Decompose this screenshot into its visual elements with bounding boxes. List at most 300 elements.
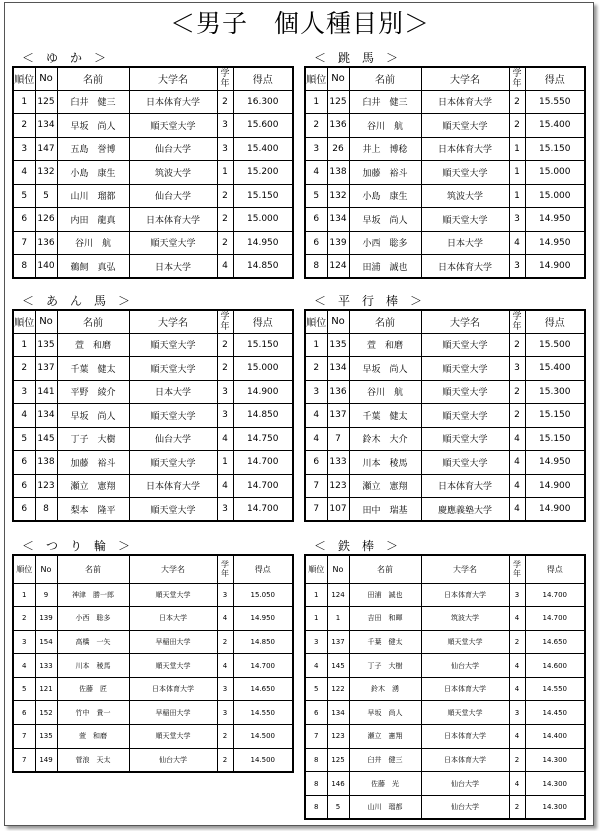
cell-number: 134 [327, 357, 349, 381]
cell-university: 仙台大学 [421, 654, 509, 678]
cell-score: 14.950 [525, 451, 585, 475]
results-table [12, 66, 294, 279]
cell-university: 順天堂大学 [129, 231, 217, 255]
header-year-top: 学 [512, 68, 522, 79]
cell-university: 順天堂大学 [421, 451, 509, 475]
cell-year: 3 [509, 357, 525, 381]
cell-name: 川本 稜馬 [349, 451, 421, 475]
cell-rank: 4 [305, 404, 327, 428]
header-row [13, 310, 293, 333]
cell-year: 1 [217, 451, 233, 475]
cell-university: 日本体育大学 [129, 677, 217, 701]
cell-university: 日本体育大学 [421, 677, 509, 701]
cell-rank: 3 [305, 380, 327, 404]
header-number: No [327, 67, 349, 90]
table-row [13, 654, 293, 678]
cell-score: 15.600 [233, 114, 293, 138]
cell-score: 15.000 [525, 184, 585, 208]
cell-university: 日本体育大学 [421, 90, 509, 114]
cell-year: 2 [217, 90, 233, 114]
cell-name: 臼井 健三 [349, 748, 421, 772]
cell-rank: 3 [13, 137, 35, 161]
table-row [305, 654, 585, 678]
cell-name: 鵜飼 真弘 [57, 255, 129, 279]
cell-university: 仙台大学 [129, 184, 217, 208]
table-row [305, 725, 585, 749]
cell-year: 2 [509, 630, 525, 654]
cell-score: 14.700 [233, 654, 293, 678]
table-row [305, 427, 585, 451]
cell-number: 125 [327, 90, 349, 114]
table-row [305, 630, 585, 654]
cell-score: 14.700 [233, 451, 293, 475]
cell-rank: 7 [13, 725, 35, 749]
cell-year: 4 [509, 474, 525, 498]
header-name: 名前 [57, 67, 129, 90]
cell-year: 3 [509, 208, 525, 232]
cell-name: 井上 博稔 [349, 137, 421, 161]
cell-university: 日本大学 [129, 607, 217, 631]
cell-rank: 5 [305, 677, 327, 701]
header-row [305, 310, 585, 333]
cell-university: 順天堂大学 [421, 701, 509, 725]
cell-university: 日本大学 [421, 231, 509, 255]
header-row [13, 555, 293, 583]
header-rank: 順位 [305, 555, 327, 583]
cell-score: 15.400 [525, 357, 585, 381]
header-score: 得点 [233, 67, 293, 90]
header-university: 大学名 [129, 310, 217, 333]
table-row [13, 677, 293, 701]
cell-name: 山川 瑠都 [57, 184, 129, 208]
cell-score: 15.200 [233, 161, 293, 185]
header-row [305, 555, 585, 583]
cell-university: 順天堂大学 [129, 654, 217, 678]
header-rank: 順位 [305, 67, 327, 90]
cell-score: 15.400 [525, 114, 585, 138]
cell-university: 順天堂大学 [421, 380, 509, 404]
results-table [304, 309, 586, 522]
cell-number: 135 [327, 333, 349, 357]
cell-year: 2 [509, 333, 525, 357]
cell-number: 1 [327, 607, 349, 631]
cell-score: 14.950 [525, 231, 585, 255]
table-row [305, 772, 585, 796]
cell-name: 内田 龍真 [57, 208, 129, 232]
cell-name: 神津 勝一郎 [57, 583, 129, 607]
cell-year: 4 [509, 451, 525, 475]
table-row [13, 427, 293, 451]
cell-number: 126 [35, 208, 57, 232]
cell-rank: 4 [13, 404, 35, 428]
cell-university: 日本大学 [129, 255, 217, 279]
cell-year: 2 [217, 333, 233, 357]
cell-year: 2 [509, 114, 525, 138]
event-vault [304, 50, 584, 279]
event-rings [12, 538, 292, 773]
cell-university: 日本体育大学 [129, 90, 217, 114]
cell-number: 137 [327, 630, 349, 654]
cell-number: 134 [35, 404, 57, 428]
cell-number: 5 [35, 184, 57, 208]
cell-year: 4 [217, 607, 233, 631]
table-row [305, 90, 585, 114]
cell-university: 日本体育大学 [421, 583, 509, 607]
cell-year: 1 [509, 137, 525, 161]
cell-rank: 4 [305, 161, 327, 185]
cell-name: 早坂 尚人 [57, 404, 129, 428]
cell-name: 小島 康生 [349, 184, 421, 208]
cell-name: 梨本 隆平 [57, 498, 129, 522]
table-row [13, 701, 293, 725]
header-year [509, 310, 525, 333]
cell-rank: 8 [305, 255, 327, 279]
header-year-bottom: 年 [512, 78, 522, 89]
table-row [13, 90, 293, 114]
event-high-bar [304, 538, 584, 820]
cell-score: 14.950 [525, 208, 585, 232]
header-name: 名前 [57, 310, 129, 333]
cell-university: 仙台大学 [129, 748, 217, 772]
cell-rank: 6 [13, 451, 35, 475]
cell-year: 1 [217, 161, 233, 185]
cell-university: 慶應義塾大学 [421, 498, 509, 522]
cell-number: 134 [35, 114, 57, 138]
cell-year: 4 [217, 474, 233, 498]
header-year-top: 学 [513, 560, 521, 570]
cell-university: 順天堂大学 [129, 333, 217, 357]
cell-number: 8 [35, 498, 57, 522]
cell-score: 14.850 [233, 404, 293, 428]
cell-name: 瀬立 憲翔 [57, 474, 129, 498]
cell-rank: 4 [305, 654, 327, 678]
table-row [305, 701, 585, 725]
header-number: No [35, 310, 57, 333]
cell-university: 仙台大学 [421, 772, 509, 796]
cell-number: 123 [327, 474, 349, 498]
cell-name: 川本 稜馬 [57, 654, 129, 678]
cell-name: 早坂 尚人 [349, 357, 421, 381]
table-row [13, 357, 293, 381]
cell-number: 132 [35, 161, 57, 185]
cell-rank: 1 [305, 583, 327, 607]
cell-score: 14.950 [233, 231, 293, 255]
cell-name: 加藤 裕斗 [349, 161, 421, 185]
cell-score: 14.950 [233, 607, 293, 631]
header-year [509, 555, 525, 583]
cell-name: 加藤 裕斗 [57, 451, 129, 475]
table-row [305, 380, 585, 404]
table-row [305, 208, 585, 232]
header-score: 得点 [233, 310, 293, 333]
cell-university: 順天堂大学 [421, 404, 509, 428]
cell-name: 山川 瑠都 [349, 795, 421, 819]
table-row [13, 404, 293, 428]
event-floor [12, 50, 292, 279]
table-row [13, 333, 293, 357]
table-row [13, 748, 293, 772]
table-row [305, 795, 585, 819]
cell-score: 14.600 [525, 654, 585, 678]
cell-rank: 5 [13, 427, 35, 451]
cell-year: 4 [509, 654, 525, 678]
cell-year: 3 [217, 583, 233, 607]
cell-year: 2 [217, 208, 233, 232]
cell-number: 136 [327, 380, 349, 404]
cell-number: 133 [327, 451, 349, 475]
cell-year: 3 [217, 137, 233, 161]
header-year-top: 学 [220, 68, 230, 79]
cell-university: 筑波大学 [421, 607, 509, 631]
table-row [13, 380, 293, 404]
cell-name: 谷川 航 [57, 231, 129, 255]
table-row [305, 748, 585, 772]
cell-rank: 1 [13, 583, 35, 607]
results-table [12, 309, 294, 522]
cell-year: 2 [509, 380, 525, 404]
cell-number: 9 [35, 583, 57, 607]
cell-university: 順天堂大学 [421, 630, 509, 654]
cell-number: 136 [327, 114, 349, 138]
cell-score: 15.000 [233, 208, 293, 232]
cell-university: 順天堂大学 [421, 427, 509, 451]
cell-number: 135 [35, 725, 57, 749]
results-table [12, 554, 294, 773]
cell-rank: 6 [13, 208, 35, 232]
header-score: 得点 [233, 555, 293, 583]
header-number: No [35, 555, 57, 583]
table-row [305, 114, 585, 138]
header-score: 得点 [525, 555, 585, 583]
cell-rank: 2 [13, 357, 35, 381]
table-row [305, 333, 585, 357]
cell-rank: 5 [13, 184, 35, 208]
cell-year: 4 [217, 654, 233, 678]
cell-number: 123 [327, 725, 349, 749]
cell-rank: 7 [305, 498, 327, 522]
cell-university: 日本体育大学 [129, 208, 217, 232]
cell-name: 菅浪 天太 [57, 748, 129, 772]
table-row [13, 161, 293, 185]
cell-rank: 2 [13, 114, 35, 138]
cell-score: 14.850 [233, 630, 293, 654]
cell-year: 3 [509, 583, 525, 607]
cell-rank: 7 [305, 725, 327, 749]
cell-score: 14.700 [233, 498, 293, 522]
cell-rank: 2 [305, 357, 327, 381]
cell-university: 早稲田大学 [129, 701, 217, 725]
header-row [13, 67, 293, 90]
cell-rank: 8 [305, 772, 327, 796]
cell-year: 2 [217, 184, 233, 208]
cell-rank: 8 [305, 795, 327, 819]
cell-name: 五島 誉博 [57, 137, 129, 161]
cell-year: 2 [217, 748, 233, 772]
header-year-top: 学 [512, 311, 522, 322]
cell-number: 132 [327, 184, 349, 208]
cell-number: 139 [35, 607, 57, 631]
cell-number: 154 [35, 630, 57, 654]
cell-number: 123 [35, 474, 57, 498]
table-row [305, 184, 585, 208]
cell-number: 122 [327, 677, 349, 701]
cell-rank: 4 [13, 161, 35, 185]
table-row [305, 451, 585, 475]
cell-number: 133 [35, 654, 57, 678]
cell-rank: 6 [13, 498, 35, 522]
cell-rank: 3 [305, 137, 327, 161]
cell-year: 3 [509, 701, 525, 725]
cell-name: 吉田 和暉 [349, 607, 421, 631]
table-row [13, 607, 293, 631]
cell-number: 125 [327, 748, 349, 772]
cell-rank: 6 [13, 474, 35, 498]
table-row [13, 255, 293, 279]
cell-number: 137 [35, 357, 57, 381]
cell-university: 早稲田大学 [129, 630, 217, 654]
cell-score: 15.550 [525, 90, 585, 114]
cell-number: 124 [327, 583, 349, 607]
table-row [13, 231, 293, 255]
cell-year: 4 [509, 427, 525, 451]
table-row [13, 474, 293, 498]
event-title: ＜ つ り 輪 ＞ [22, 539, 131, 553]
cell-score: 14.550 [233, 701, 293, 725]
cell-number: 26 [327, 137, 349, 161]
cell-university: 順天堂大学 [421, 114, 509, 138]
header-number: No [327, 310, 349, 333]
cell-rank: 4 [13, 654, 35, 678]
cell-score: 14.700 [525, 583, 585, 607]
table-row [13, 451, 293, 475]
cell-score: 14.550 [525, 677, 585, 701]
cell-number: 145 [35, 427, 57, 451]
header-name: 名前 [349, 67, 421, 90]
header-rank: 順位 [305, 310, 327, 333]
cell-number: 138 [327, 161, 349, 185]
cell-university: 日本大学 [129, 380, 217, 404]
cell-rank: 1 [305, 333, 327, 357]
cell-year: 3 [217, 380, 233, 404]
cell-name: 萱 和磨 [57, 333, 129, 357]
cell-score: 14.650 [233, 677, 293, 701]
cell-university: 順天堂大学 [421, 333, 509, 357]
cell-number: 139 [327, 231, 349, 255]
cell-name: 谷川 航 [349, 380, 421, 404]
cell-rank: 7 [305, 474, 327, 498]
cell-number: 138 [35, 451, 57, 475]
header-year-bottom: 年 [220, 78, 230, 89]
header-university: 大学名 [129, 555, 217, 583]
cell-name: 小西 聡多 [57, 607, 129, 631]
header-year-bottom: 年 [221, 569, 229, 579]
table-row [305, 583, 585, 607]
cell-year: 3 [217, 404, 233, 428]
cell-name: 平野 綾介 [57, 380, 129, 404]
cell-year: 4 [509, 607, 525, 631]
cell-score: 15.400 [233, 137, 293, 161]
cell-year: 4 [217, 427, 233, 451]
cell-year: 4 [509, 498, 525, 522]
cell-name: 丁子 大樹 [57, 427, 129, 451]
cell-year: 2 [509, 90, 525, 114]
event-title: ＜ 平 行 棒 ＞ [314, 294, 423, 308]
cell-name: 佐藤 匠 [57, 677, 129, 701]
cell-score: 15.150 [233, 184, 293, 208]
header-year-top: 学 [220, 311, 230, 322]
cell-rank: 6 [13, 701, 35, 725]
event-title: ＜ 跳 馬 ＞ [314, 51, 399, 65]
table-row [305, 404, 585, 428]
cell-rank: 6 [305, 451, 327, 475]
cell-rank: 3 [13, 630, 35, 654]
table-row [305, 161, 585, 185]
cell-number: 124 [327, 255, 349, 279]
cell-university: 日本体育大学 [421, 748, 509, 772]
cell-number: 107 [327, 498, 349, 522]
header-year [217, 310, 233, 333]
cell-number: 135 [35, 333, 57, 357]
cell-university: 順天堂大学 [421, 357, 509, 381]
cell-score: 14.900 [525, 255, 585, 279]
cell-name: 早坂 尚人 [349, 208, 421, 232]
cell-score: 16.300 [233, 90, 293, 114]
header-year [217, 555, 233, 583]
header-university: 大学名 [421, 67, 509, 90]
cell-university: 日本体育大学 [129, 474, 217, 498]
cell-score: 14.750 [233, 427, 293, 451]
table-row [305, 255, 585, 279]
table-row [305, 607, 585, 631]
cell-name: 臼井 健三 [57, 90, 129, 114]
cell-year: 3 [217, 114, 233, 138]
event-parallel-bars [304, 293, 584, 522]
cell-rank: 3 [305, 630, 327, 654]
cell-number: 149 [35, 748, 57, 772]
cell-score: 14.650 [525, 630, 585, 654]
cell-year: 4 [509, 725, 525, 749]
cell-rank: 5 [13, 677, 35, 701]
cell-name: 千葉 健太 [349, 404, 421, 428]
cell-score: 14.300 [525, 772, 585, 796]
cell-name: 臼井 健三 [349, 90, 421, 114]
cell-year: 2 [217, 231, 233, 255]
cell-rank: 7 [13, 748, 35, 772]
table-row [305, 677, 585, 701]
event-title: ＜ ゆ か ＞ [22, 51, 107, 65]
cell-rank: 2 [13, 607, 35, 631]
cell-score: 15.150 [233, 333, 293, 357]
cell-score: 15.150 [525, 404, 585, 428]
cell-number: 140 [35, 255, 57, 279]
header-name: 名前 [57, 555, 129, 583]
cell-year: 4 [509, 677, 525, 701]
cell-year: 4 [509, 231, 525, 255]
cell-name: 高橋 一矢 [57, 630, 129, 654]
cell-year: 3 [217, 677, 233, 701]
cell-score: 14.700 [525, 607, 585, 631]
cell-score: 14.900 [525, 474, 585, 498]
cell-name: 萱 和磨 [57, 725, 129, 749]
table-row [13, 498, 293, 522]
table-row [305, 231, 585, 255]
cell-name: 小島 康生 [57, 161, 129, 185]
header-year-bottom: 年 [512, 321, 522, 332]
table-row [13, 630, 293, 654]
cell-number: 7 [327, 427, 349, 451]
cell-year: 3 [217, 701, 233, 725]
cell-score: 14.300 [525, 795, 585, 819]
